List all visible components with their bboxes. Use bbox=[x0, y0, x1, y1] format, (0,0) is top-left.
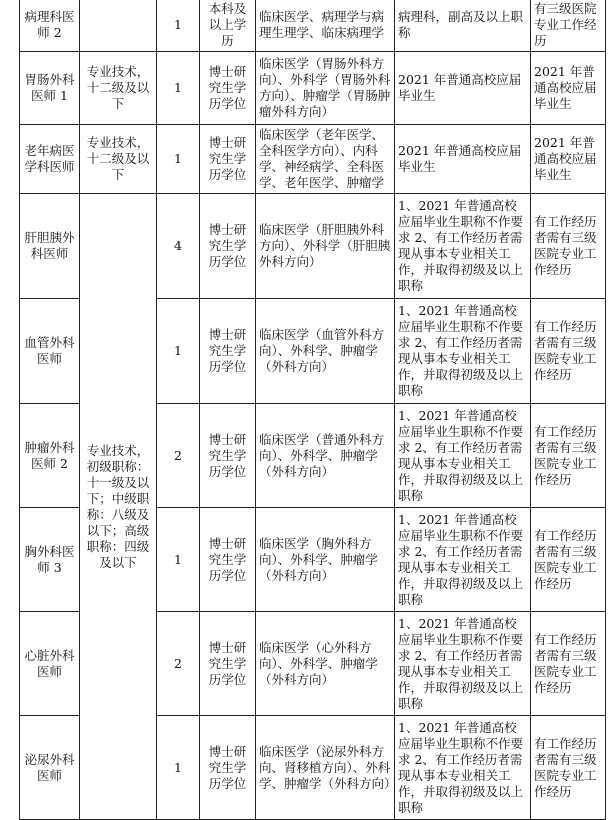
count-cell: 1 bbox=[157, 0, 200, 52]
experience-cell: 有工作经历者需有三级医院专业工作经历 bbox=[531, 612, 606, 716]
table-row bbox=[20, 0, 606, 52]
experience-cell: 有工作经历者需有三级医院专业工作经历 bbox=[531, 404, 606, 508]
experience-cell: 有工作经历者需有三级医院专业工作经历 bbox=[531, 299, 606, 404]
education-cell: 博士研究生学历学位 bbox=[200, 125, 256, 194]
post-cell: 胃肠外科医师 1 bbox=[20, 52, 80, 125]
education-cell: 博士研究生学历学位 bbox=[200, 194, 256, 299]
count-cell: 4 bbox=[157, 194, 200, 299]
education-cell: 博士研究生学历学位 bbox=[200, 716, 256, 820]
level-cell: 专业技术，十二级及以下 bbox=[80, 125, 157, 194]
post-cell: 老年病医学科医师 bbox=[20, 125, 80, 194]
post-cell: 泌尿外科医师 bbox=[20, 716, 80, 820]
experience-cell: 有工作经历者需有三级医院专业工作经历 bbox=[531, 716, 606, 820]
count-cell: 1 bbox=[157, 299, 200, 404]
education-cell: 博士研究生学历学位 bbox=[200, 52, 256, 125]
count-cell: 1 bbox=[157, 52, 200, 125]
post-cell: 病理科医师 2 bbox=[20, 0, 80, 52]
major-cell: 临床医学（胃肠外科方向）、外科学（胃肠外科方向）、肿瘤学（胃肠肿瘤外科方向） bbox=[256, 52, 395, 125]
level-cell bbox=[80, 0, 157, 52]
education-cell: 博士研究生学历学位 bbox=[200, 508, 256, 612]
major-cell: 临床医学（肝胆胰外科方向）、外科学（肝胆胰外科方向） bbox=[256, 194, 395, 299]
major-cell: 临床医学（泌尿外科方向、肾移植方向）、外科学、肿瘤学（外科方向） bbox=[256, 716, 395, 820]
education-cell: 博士研究生学历学位 bbox=[200, 299, 256, 404]
other-requirement-cell: 1、2021 年普通高校应届毕业生职称不作要求 2、有工作经历者需现从事本专业相关工作，并取得初级及以上职称 bbox=[395, 194, 531, 299]
table-row bbox=[20, 52, 606, 125]
level-cell: 专业技术，十二级及以下 bbox=[80, 52, 157, 125]
other-requirement-cell: 病理科，副高及以上职称 bbox=[395, 0, 531, 52]
major-cell: 临床医学、病理学与病理生理学、临床病理学 bbox=[256, 0, 395, 52]
major-cell: 临床医学（胸外科方向）、外科学、肿瘤学（外科方向） bbox=[256, 508, 395, 612]
count-cell: 2 bbox=[157, 404, 200, 508]
education-cell: 博士研究生学历学位 bbox=[200, 612, 256, 716]
education-cell: 博士研究生学历学位 bbox=[200, 404, 256, 508]
other-requirement-cell: 1、2021 年普通高校应届毕业生职称不作要求 2、有工作经历者需现从事本专业相关工作，并取得初级及以上职称 bbox=[395, 299, 531, 404]
table-row bbox=[20, 194, 606, 299]
major-cell: 临床医学（普通外科方向）、外科学、肿瘤学（外科方向） bbox=[256, 404, 395, 508]
count-cell: 1 bbox=[157, 508, 200, 612]
major-cell: 临床医学（心外科方向）、外科学、肿瘤学（外科方向） bbox=[256, 612, 395, 716]
recruitment-table bbox=[19, 0, 606, 820]
table-row bbox=[20, 125, 606, 194]
experience-cell: 2021 年普通高校应届毕业生 bbox=[531, 52, 606, 125]
major-cell: 临床医学（血管外科方向）、外科学、肿瘤学（外科方向） bbox=[256, 299, 395, 404]
other-requirement-cell: 2021 年普通高校应届毕业生 bbox=[395, 125, 531, 194]
other-requirement-cell: 1、2021 年普通高校应届毕业生职称不作要求 2、有工作经历者需现从事本专业相关工作，并取得初级及以上职称 bbox=[395, 612, 531, 716]
count-cell: 1 bbox=[157, 125, 200, 194]
post-cell: 血管外科医师 bbox=[20, 299, 80, 404]
count-cell: 1 bbox=[157, 716, 200, 820]
count-cell: 2 bbox=[157, 612, 200, 716]
experience-cell: 2021 年普通高校应届毕业生 bbox=[531, 125, 606, 194]
other-requirement-cell: 1、2021 年普通高校应届毕业生职称不作要求 2、有工作经历者需现从事本专业相关工作，并取得初级及以上职称 bbox=[395, 508, 531, 612]
education-cell: 本科及以上学历 bbox=[200, 0, 256, 52]
post-cell: 肝胆胰外科医师 bbox=[20, 194, 80, 299]
post-cell: 胸外科医师 3 bbox=[20, 508, 80, 612]
other-requirement-cell: 1、2021 年普通高校应届毕业生职称不作要求 2、有工作经历者需现从事本专业相关工作，并取得初级及以上职称 bbox=[395, 716, 531, 820]
experience-cell: 有工作经历者需有三级医院专业工作经历 bbox=[531, 508, 606, 612]
experience-cell: 有三级医院专业工作经历 bbox=[531, 0, 606, 52]
merged-level-cell: 专业技术，初级职称：十一级及以下；中级职称：八级及以下；高级职称：四级及以下 bbox=[80, 194, 157, 820]
other-requirement-cell: 1、2021 年普通高校应届毕业生职称不作要求 2、有工作经历者需现从事本专业相关工作，并取得初级及以上职称 bbox=[395, 404, 531, 508]
experience-cell: 有工作经历者需有三级医院专业工作经历 bbox=[531, 194, 606, 299]
post-cell: 心脏外科医师 bbox=[20, 612, 80, 716]
major-cell: 临床医学（老年医学、全科医学方向）、内科学、神经病学、全科医学、老年医学、肿瘤学 bbox=[256, 125, 395, 194]
post-cell: 肿瘤外科医师 2 bbox=[20, 404, 80, 508]
other-requirement-cell: 2021 年普通高校应届毕业生 bbox=[395, 52, 531, 125]
